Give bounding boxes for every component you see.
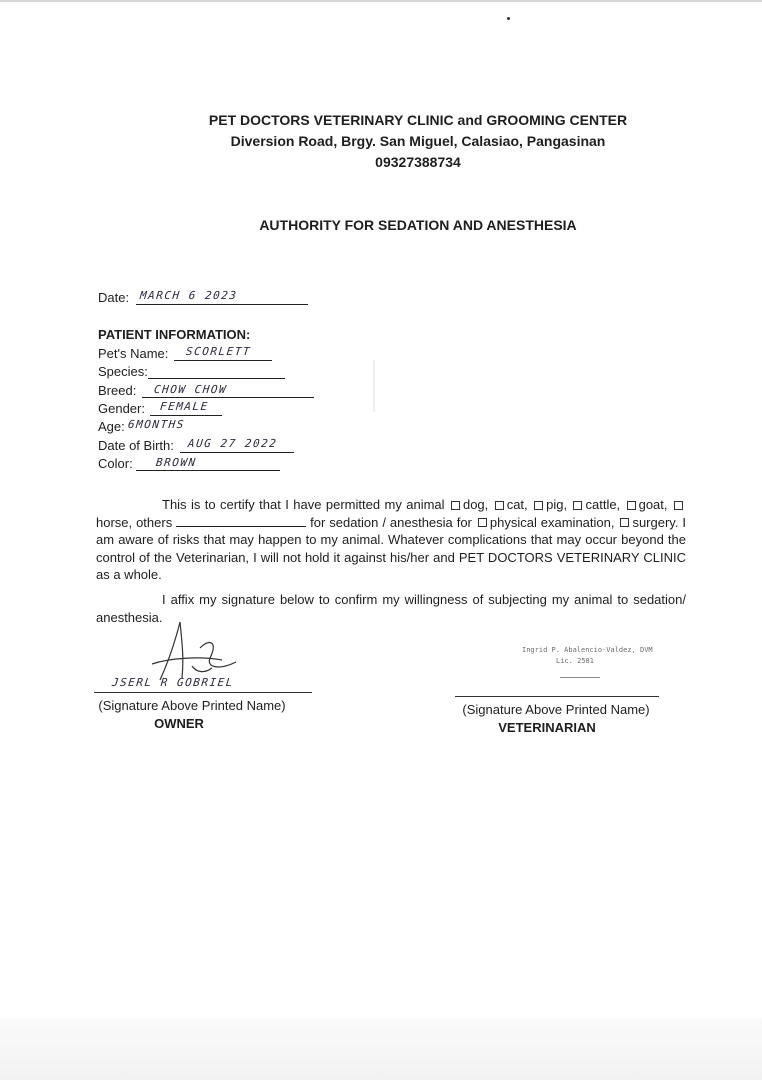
date-value: MARCH 6 2023 [139,289,239,302]
checkbox-dog[interactable] [451,501,460,510]
consent-text-intro: This is to certify that I have permitted my animal [162,497,445,512]
pet-name-field [98,346,168,362]
consent-text-purpose: for sedation / anesthesia for [310,514,472,530]
scan-bottom-shade [0,1018,762,1080]
owner-role: OWNER [154,716,204,731]
gender-line [150,415,222,416]
color-value: BROWN [155,456,198,469]
breed-label: Breed: [98,383,137,398]
others-blank[interactable] [176,514,306,527]
species-line [148,378,285,379]
owner-printed-name: JSERL R GOBRIEL [111,676,235,689]
option-dog-label: dog, [462,497,489,512]
gender-field [98,401,145,417]
date-line [136,304,308,305]
vet-role: VETERINARIAN [498,720,596,735]
owner-caption: (Signature Above Printed Name) [98,698,286,713]
owner-signature-line [94,692,312,693]
date-label: Date: [98,290,130,305]
option-goat-label: goat, [638,497,668,512]
clinic-name: PET DOCTORS VETERINARY CLINIC and GROOMING CENTER [208,112,628,128]
vet-stamp-license: Lic. 2581 [556,657,594,665]
option-pig-label: pig, [546,497,568,512]
dob-field [98,438,174,454]
patient-info-heading: PATIENT INFORMATION: [98,327,251,342]
option-surgery-text: surgery. I am aware of risks that may happen to my animal. Whatever complications that may occur beyond the control of the Veterinarian, I will not hold it against his/her and PET DOCTORS VETERINARY CLINIC as a whole. [96,514,686,582]
breed-line [142,397,314,398]
dob-value: AUG 27 2022 [187,437,279,450]
checkbox-horse[interactable] [674,501,683,510]
option-horse-label: horse, others [96,514,173,530]
species-label: Species: [98,364,148,379]
date-field [98,290,129,306]
vet-signature-line [455,696,659,697]
vet-caption: (Signature Above Printed Name) [462,702,650,717]
checkbox-surgery[interactable] [620,518,629,527]
age-value: 6MONTHS [127,418,186,431]
checkbox-cattle[interactable] [573,501,582,510]
dob-label: Date of Birth: [98,438,174,453]
option-physical-exam-label: physical examination, [489,514,615,530]
clinic-phone: 09327388734 [375,154,461,170]
consent-paragraph [96,496,686,584]
age-field [98,419,125,435]
age-label: Age: [98,419,125,434]
color-label: Color: [98,456,133,471]
form-title: AUTHORITY FOR SEDATION AND ANESTHESIA [259,217,577,233]
clinic-address: Diversion Road, Brgy. San Miguel, Calasiao, Pangasinan [230,133,606,149]
scan-edge [0,0,762,2]
breed-value: CHOW CHOW [153,383,228,396]
checkbox-pig[interactable] [534,501,543,510]
checkbox-goat[interactable] [627,501,636,510]
pet-name-value: SCORLETT [185,345,252,358]
scan-streak [373,360,375,412]
gender-label: Gender: [98,401,145,416]
pet-name-label: Pet's Name: [98,346,169,361]
breed-field [98,383,136,399]
vet-stamp-name: Ingrid P. Abalencio-Valdez, DVM [522,646,653,654]
option-cattle-label: cattle, [585,497,621,512]
color-field [98,456,133,472]
color-line [136,470,280,471]
species-field [98,364,148,380]
affirmation-paragraph: I affix my signature below to confirm my willingness of subjecting my animal to sedation/ anesthesia. [96,592,686,625]
option-cat-label: cat, [506,497,528,512]
scan-speck [507,17,510,20]
pet-name-line [174,360,272,361]
dob-line [180,452,294,453]
gender-value: FEMALE [159,400,210,413]
checkbox-physical-exam[interactable] [478,518,487,527]
vet-stamp-line [560,677,600,678]
checkbox-cat[interactable] [495,501,504,510]
